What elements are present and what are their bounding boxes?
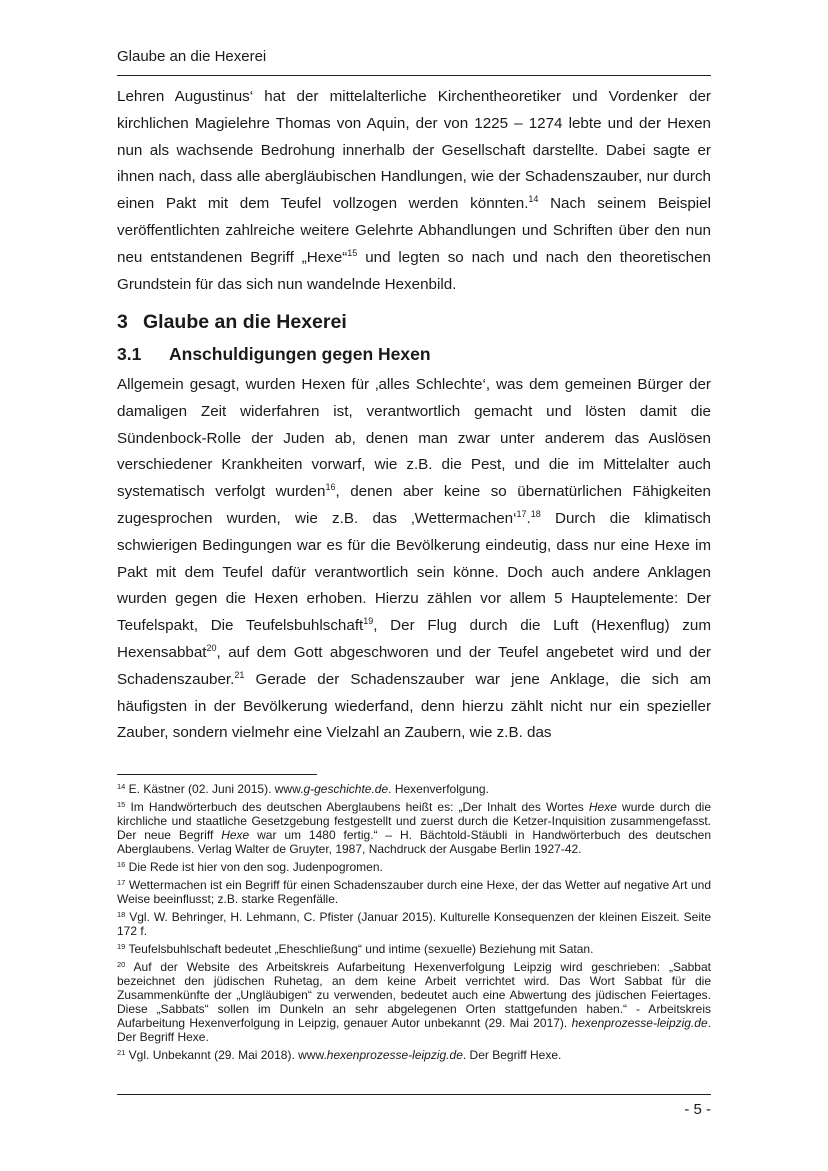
footnote-15: $^{15}$ Im Handwörterbuch des deutschen Aberglaubens heißt es: „Der Inhalt des Wortes Hexe wurde durch die kirchliche und staatliche Gesetzgebung festgestellt und zuerst durch die Ketzer-Inquisition zusammengefasst. Der neue Begriff Hexe war um 1480 fertig.“ – H. Bächtold-Stäubli in Handwörterbuch des deutschen Aberglaubens. Verlag Walter de Gruyter, 1987, Nachdruck der Ausgabe Berlin 1927-42. [117,800,712,856]
footnote-20: $^{20}$ Auf der Website des Arbeitskreis Aufarbeitung Hexenverfolgung Leipzig wird geschrieben: „Sabbat bezeichnet den jüdischen Ruhetag, an dem keine Arbeit verrichtet wird. Das Wort Sabbat für die Zusammenkünfte der „Ungläubigen“ zu verwenden, bedeutet auch eine Abwertung des jüdischen Feiertages. Diese „Sabbats“ sollen im Dunkeln an sehr abgelegenen Orten stattgefunden haben.“ - Arbeitskreis Aufarbeitung Hexenverfolgung in Leipzig, genauer Autor unbekannt (29. Mai 2017). hexenprozesse-leipzig.de. Der Begriff Hexe. [117,960,711,1044]
footnote-16: $^{16}$ Die Rede ist hier von den sog. Judenpogromen. [117,860,383,874]
footnote-separator [117,774,317,775]
footnote-21: $^{21}$ Vgl. Unbekannt (29. Mai 2018). www.hexenprozesse-leipzig.de. Der Begriff Hexe. [117,1048,562,1062]
footnote-list [117,782,711,1066]
footnote-ref-14[interactable]: 14 [528,194,539,205]
footnote-ref-19[interactable]: 19 [363,616,374,627]
footnote-ref-16[interactable]: 16 [325,482,336,493]
footnote-14: $^{14}$ E. Kästner (02. Juni 2015). www.g-geschichte.de. Hexenverfolgung. [117,782,489,796]
footnote-ref-20[interactable]: 20 [206,642,217,653]
footnote-ref-18[interactable]: 18 [530,508,541,519]
footnote-ref-15[interactable]: 15 [347,247,358,258]
subsection-number: 3.1 [117,344,142,364]
paragraph-accusations: Allgemein gesagt, wurden Hexen für ‚alles Schlechte‘, was dem gemeinen Bürger der damaligen Zeit widerfahren ist, verantwortlich gemacht und lösten damit die Sündenbock-Rolle der Juden ab, denen man zwar unter anderem das Auslösen verschiedener Krankheiten vorwarf, wie z.B. die Pest, und die im Mittelalter auch systematisch verfolgt wurden$^{16}$, denen aber keine so übernatürlichen Fähigkeiten zugesprochen wurden, wie z.B. das ‚Wettermachen‘$^{17}$.$^{18}$ Durch die klimatisch schwierigen Bedingungen war es für die Bevölkerung eindeutig, dass nur eine Hexe im Pakt mit dem Teufel dafür verantwortlich sein könne. Doch auch andere Anklagen wurden gegen die Hexen erhoben. Hierzu zählen vor allem 5 Hauptelemente: Der Teufelspakt, Die Teufelsbuhlschaft$^{19}$, Der Flug durch die Luft (Hexenflug) zum Hexensabbat$^{20}$, auf dem Gott abgeschworen und der Teufel angebetet wird und der Schadenszauber.$^{21}$ Gerade der Schadenszauber war jene Anklage, die sich am häufigsten in der Bevölkerung wiederfand, denn hierzu zählt nicht nur ein spezieller Zauber, sondern vielmehr eine Vielzahl an Zaubern, wie z.B. das [117,376,711,742]
footnote-17: $^{17}$ Wettermachen ist ein Begriff für einen Schadenszauber durch eine Hexe, der das Wetter auf negative Art und Weise beeinflusst; z.B. starke Regenfälle. [117,878,711,906]
section-number: 3 [117,311,128,333]
footnote-ref-17[interactable]: 17 [516,508,527,519]
subsection-heading [117,344,431,365]
footnote-18: $^{18}$ Vgl. W. Behringer, H. Lehmann, C. Pfister (Januar 2015). Kulturelle Konsequenzen der kleinen Eiszeit. Seite 172 f. [117,910,711,938]
section-heading [117,311,347,334]
header-rule [117,75,711,76]
section-title: Glaube an die Hexerei [143,311,347,333]
footnote-ref-21[interactable]: 21 [234,669,245,680]
running-header: Glaube an die Hexerei [117,48,267,65]
subsection-title: Anschuldigungen gegen Hexen [169,344,431,364]
page-number: - 5 - [684,1101,711,1118]
footer-rule [117,1094,711,1095]
paragraph-intro: Lehren Augustinus‘ hat der mittelalterliche Kirchentheoretiker und Vordenker der kirchlichen Magielehre Thomas von Aquin, der von 1225 – 1274 lebte und der Hexen nun als wachsende Bedrohung innerhalb der Gesellschaft darstellte. Dabei sagte er ihnen nach, dass alle abergläubischen Handlungen, wie der Schadenszauber, nur durch einen Pakt mit dem Teufel vollzogen werden könnten.$^{14}$ Nach seinem Beispiel veröffentlichten zahlreiche weitere Gelehrte Abhandlungen und Schriften über den nun neu entstandenen Begriff „Hexe“$^{15}$ und legten so nach und nach den theoretischen Grundstein für das sich nun wandelnde Hexenbild. [117,88,711,293]
footnote-19: $^{19}$ Teufelsbuhlschaft bedeutet „Eheschließung“ und intime (sexuelle) Beziehung mit Satan. [117,942,594,956]
